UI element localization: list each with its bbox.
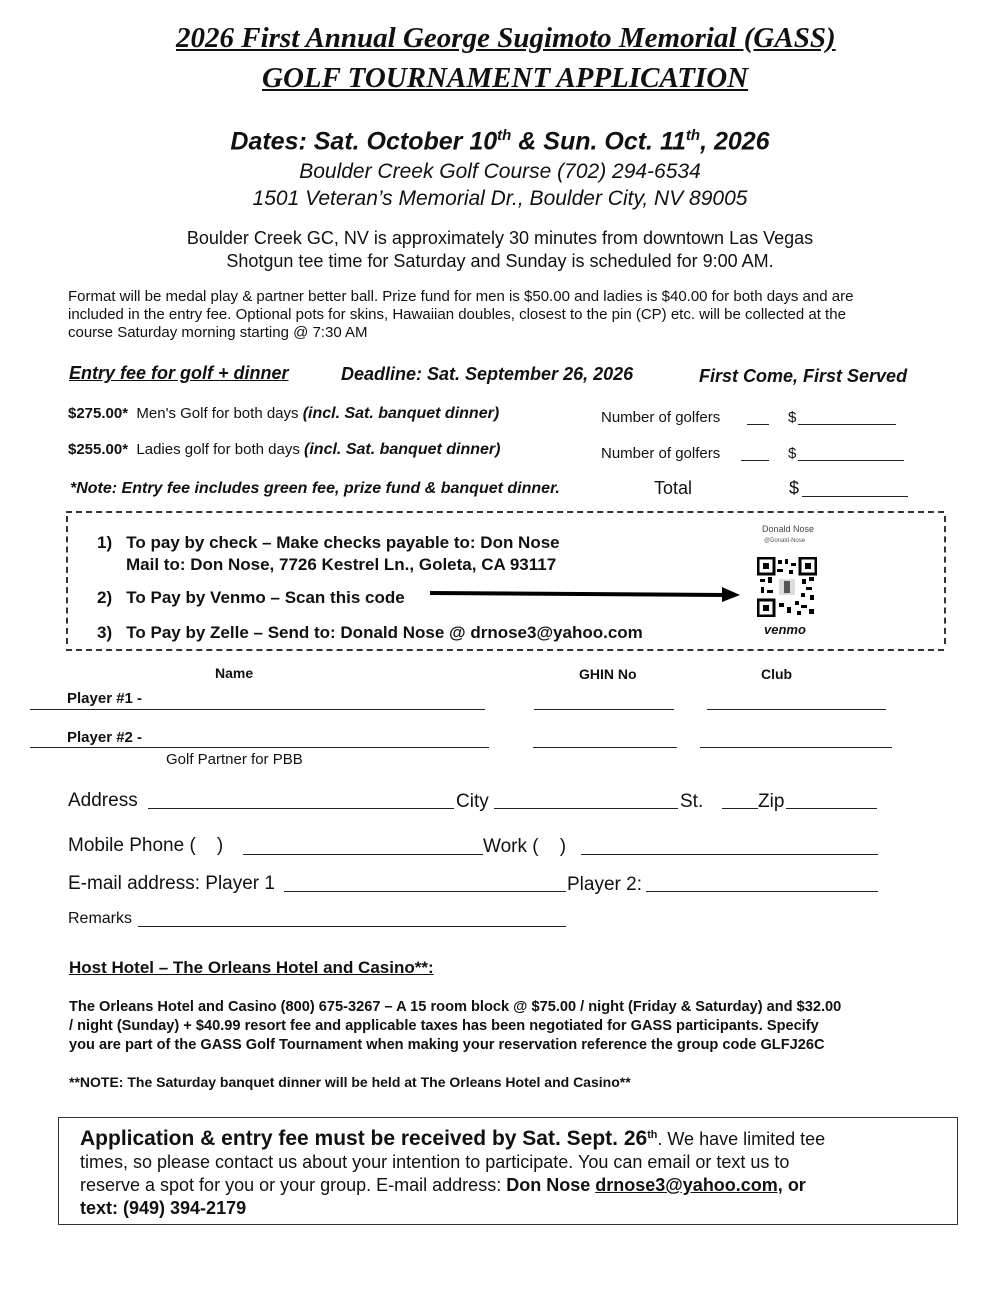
tournament-dates: Dates: Sat. October 10th & Sun. Oct. 11th, 2026	[230, 127, 770, 156]
tee-time-info: Shotgun tee time for Saturday and Sunday is scheduled for 9:00 AM.	[226, 251, 774, 271]
deadline-notice	[80, 1124, 940, 1220]
title-line-2: GOLF TOURNAMENT APPLICATION	[262, 62, 749, 94]
total-dollar-sign: $	[789, 478, 800, 498]
title-line-1: 2026 First Annual George Sugimoto Memorial (GASS)	[176, 22, 836, 54]
total-label: Total	[654, 478, 693, 498]
remarks-label: Remarks	[68, 910, 133, 927]
mens-fee-row	[68, 405, 499, 423]
venmo-qr-code-icon	[757, 557, 817, 617]
mobile-phone-field[interactable]	[243, 854, 483, 855]
email-player-1-field[interactable]	[284, 891, 566, 892]
entry-fee-note: *Note: Entry fee includes green fee, prize fund & banquet dinner.	[70, 480, 560, 497]
player-1-label: Player #1 -	[67, 690, 143, 707]
mobile-phone-label: Mobile Phone ( )	[68, 835, 224, 856]
host-hotel-heading: Host Hotel – The Orleans Hotel and Casino**:	[69, 958, 434, 977]
format-line-3: course Saturday morning starting @ 7:30 AM	[68, 324, 368, 341]
player-1-club-field[interactable]	[707, 709, 886, 710]
mens-amount-field[interactable]	[798, 424, 896, 425]
zip-field[interactable]	[786, 808, 877, 809]
mail-to-address: Mail to: Don Nose, 7726 Kestrel Ln., Goleta, CA 93117	[126, 555, 557, 574]
format-line-2: included in the entry fee. Optional pots for skins, Hawaiian doubles, closest to the pin (CP) etc. will be collected at the	[68, 306, 846, 323]
player-2-name-field[interactable]	[30, 747, 489, 748]
contact-email-link[interactable]: drnose3@yahoo.com,	[595, 1175, 783, 1195]
mens-price: $275.00*	[68, 405, 129, 422]
deadline-notice-line-1: Application & entry fee must be received by Sat. Sept. 26th. We have limited tee	[80, 1127, 826, 1150]
zip-label: Zip	[758, 791, 785, 812]
mens-incl: (incl. Sat. banquet dinner)	[302, 405, 500, 422]
ladies-num-golfers-label: Number of golfers	[601, 445, 721, 462]
arrow-right-icon	[430, 585, 742, 605]
pay-by-venmo: 2) To Pay by Venmo – Scan this code	[97, 588, 405, 607]
deadline: Deadline: Sat. September 26, 2026	[341, 364, 634, 384]
course-address: 1501 Veteran’s Memorial Dr., Boulder City, NV 89005	[252, 187, 748, 210]
deadline-notice-line-3: reserve a spot for you or your group. E-mail address: Don Nose drnose3@yahoo.com, or	[80, 1175, 806, 1195]
player-1-ghin-field[interactable]	[534, 709, 674, 710]
mens-num-golfers-label: Number of golfers	[601, 409, 721, 426]
state-field[interactable]	[722, 808, 758, 809]
work-phone-field[interactable]	[581, 854, 878, 855]
deadline-notice-line-2: times, so please contact us about your intention to participate. You can email or text us to	[80, 1152, 790, 1172]
mens-desc: Men's Golf for both days	[136, 405, 299, 422]
email-player-2-field[interactable]	[646, 891, 878, 892]
ladies-desc: Ladies golf for both days	[136, 441, 300, 458]
player-1-name-field[interactable]	[30, 709, 485, 710]
player-2-club-field[interactable]	[700, 747, 892, 748]
format-line-1: Format will be medal play & partner better ball. Prize fund for men is $50.00 and ladies is $40.00 for both days and are	[68, 288, 854, 305]
address-field[interactable]	[148, 808, 454, 809]
col-name-header: Name	[215, 665, 254, 681]
pay-by-zelle: 3) To Pay by Zelle – Send to: Donald Nose @ drnose3@yahoo.com	[97, 623, 643, 642]
golf-course-line: Boulder Creek Golf Course (702) 294-6534	[299, 160, 701, 183]
email-player-2-label: Player 2:	[567, 874, 642, 895]
mens-dollar-sign: $	[788, 409, 797, 426]
pay-by-check: 1) To pay by check – Make checks payable to: Don Nose	[97, 533, 560, 552]
col-ghin-header: GHIN No	[579, 666, 637, 682]
golf-partner-note: Golf Partner for PBB	[166, 751, 303, 768]
hotel-info-line-3: you are part of the GASS Golf Tournament when making your reservation reference the group code GLFJ26C	[69, 1037, 825, 1053]
venmo-logo: venmo	[764, 622, 806, 637]
remarks-field[interactable]	[138, 926, 566, 927]
ladies-num-golfers-field[interactable]	[741, 460, 769, 461]
ladies-fee-row	[68, 441, 500, 459]
state-label: St.	[680, 791, 704, 812]
banquet-note: **NOTE: The Saturday banquet dinner will be held at The Orleans Hotel and Casino**	[69, 1074, 631, 1090]
payment-box-left-edge	[66, 516, 68, 644]
venmo-name: Donald Nose	[762, 524, 815, 534]
total-amount-field[interactable]	[802, 496, 908, 497]
player-2-label: Player #2 -	[67, 729, 143, 746]
mens-num-golfers-field[interactable]	[747, 424, 769, 425]
hotel-info-line-1: The Orleans Hotel and Casino (800) 675-3267 – A 15 room block @ $75.00 / night (Friday & Saturday) and $32.00	[69, 999, 842, 1015]
venmo-handle: @Donald-Nose	[764, 538, 806, 544]
ladies-amount-field[interactable]	[798, 460, 904, 461]
player-2-ghin-field[interactable]	[533, 747, 677, 748]
deadline-notice-line-4: text: (949) 394-2179	[80, 1198, 247, 1218]
first-come-notice: First Come, First Served	[699, 366, 908, 386]
ladies-price: $255.00*	[68, 441, 129, 458]
entry-fee-heading: Entry fee for golf + dinner	[69, 363, 289, 383]
ladies-incl: (incl. Sat. banquet dinner)	[304, 441, 501, 458]
city-field[interactable]	[494, 808, 678, 809]
payment-box-right-edge	[944, 516, 946, 644]
work-phone-label: Work ( )	[483, 836, 567, 857]
address-label: Address	[68, 790, 138, 811]
col-club-header: Club	[761, 666, 793, 682]
location-info: Boulder Creek GC, NV is approximately 30 minutes from downtown Las Vegas	[186, 228, 814, 248]
ladies-dollar-sign: $	[788, 445, 797, 462]
email-player-1-label: E-mail address: Player 1	[68, 873, 275, 894]
city-label: City	[456, 791, 489, 812]
hotel-info-line-2: / night (Sunday) + $40.99 resort fee and applicable taxes has been negotiated for GASS participants. Specify	[69, 1018, 819, 1034]
